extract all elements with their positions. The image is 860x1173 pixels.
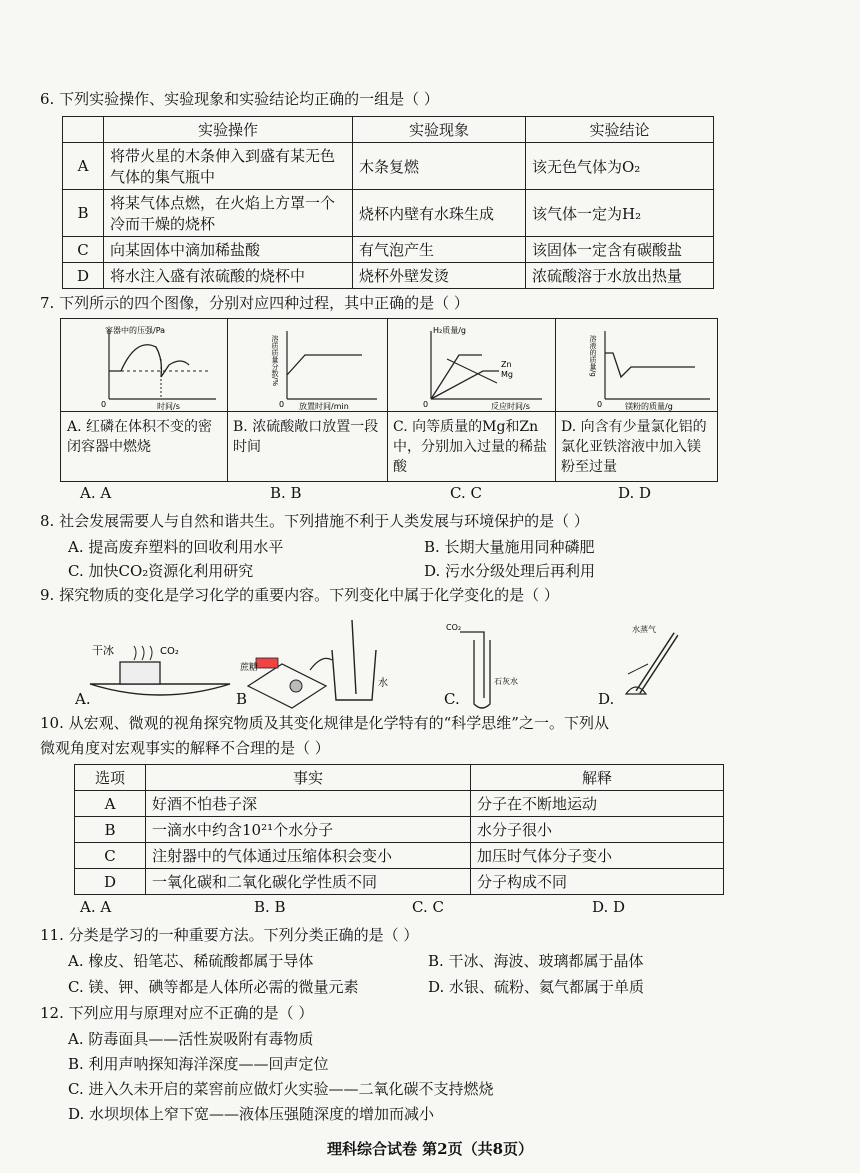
operation-cell: 将水注入盛有浓硫酸的烧杯中 [104,263,353,289]
row-label: B [75,817,146,843]
q11-option-a: A. 橡皮、铅笔芯、稀硫酸都属于导体 [68,952,314,970]
q10-header-option: 选项 [75,765,146,791]
q7-option-c: C. C [450,484,482,502]
graph-c-cell [387,319,556,481]
graph-b [227,319,387,411]
graph-a-origin: 0 [101,400,107,409]
q7-graph-grid [60,318,718,482]
graph-a-xlabel: 时间/s [157,402,180,411]
svg-text:石灰水: 石灰水 [494,677,518,686]
q6-header-operation: 实验操作 [104,117,353,143]
row-label: D [75,869,146,895]
q8-option-c: C. 加快CO₂资源化利用研究 [68,562,254,580]
graph-d-desc: D. 向含有少量氯化铝的氯化亚铁溶液中加入镁粉至过量 [561,419,707,475]
q7-stem: 7. 下列所示的四个图像，分别对应四种过程，其中正确的是（ ） [40,294,469,312]
explanation-cell: 加压时气体分子变小 [471,843,724,869]
q12-stem: 12. 下列应用与原理对应不正确的是（ ） [40,1004,314,1022]
svg-text:干冰: 干冰 [92,644,114,657]
table-row [63,143,714,190]
q7-option-b: B. B [270,484,302,502]
q10-option-b: B. B [254,898,286,916]
illustration-d-steam [626,624,676,694]
q8-stem: 8. 社会发展需要人与自然和谐共生。下列措施不利于人类发展与环境保护的是（ ） [40,512,589,530]
graph-c-desc: C. 向等质量的Mg和Zn中，分别加入过量的稀盐酸 [393,419,547,475]
graph-a-desc: A. 红磷在体积不变的密闭容器中燃烧 [67,419,213,455]
graph-c-series-mg: Mg [501,370,513,379]
table-row [75,817,724,843]
graph-b-origin: 0 [279,400,285,409]
q12-option-a: A. 防毒面具——活性炭吸附有毒物质 [68,1030,314,1048]
q10-option-d: D. D [592,898,626,916]
svg-text:CO₂: CO₂ [446,623,462,632]
row-label: A [75,791,146,817]
q11-option-c: C. 镁、钾、碘等都是人体所必需的微量元素 [68,978,359,996]
q6-stem: 6. 下列实验操作、实验现象和实验结论均正确的一组是（ ） [40,90,439,108]
graph-b-desc: B. 浓硫酸敞口放置一段时间 [233,419,379,455]
q10-stem-line1: 10. 从宏观、微观的视角探究物质及其变化规律是化学特有的“科学思维”之一。下列从 [40,714,609,732]
graph-a [61,319,227,411]
q6-table [62,116,714,289]
explanation-cell: 分子在不断地运动 [471,791,724,817]
operation-cell: 向某固体中滴加稀盐酸 [104,237,353,263]
graph-a-ylabel: 容器中的压强/Pa [105,326,166,335]
conclusion-cell: 该气体一定为H₂ [526,190,714,237]
conclusion-cell: 浓硫酸溶于水放出热量 [526,263,714,289]
graph-c-xlabel: 反应时间/s [491,402,530,411]
q11-option-b: B. 干冰、海波、玻璃都属于晶体 [428,952,644,970]
row-label: C [63,237,104,263]
q10-header-explanation: 解释 [471,765,724,791]
q9-option-c: C. [444,690,460,708]
conclusion-cell: 该固体一定含有碳酸盐 [526,237,714,263]
q12-option-b: B. 利用声呐探知海洋深度——回声定位 [68,1055,329,1073]
q7-option-d: D. D [618,484,652,502]
row-label: C [75,843,146,869]
q6-header-blank [63,117,104,143]
q7-option-a: A. A [80,484,112,502]
row-label: A [63,143,104,190]
svg-text:水: 水 [378,678,388,689]
operation-cell: 将某气体点燃，在火焰上方罩一个冷而干燥的烧杯 [104,190,353,237]
q8-option-b: B. 长期大量施用同种磷肥 [424,538,595,556]
phenomenon-cell: 木条复燃 [353,143,526,190]
row-label: B [63,190,104,237]
conclusion-cell: 该无色气体为O₂ [526,143,714,190]
phenomenon-cell: 烧杯外壁发烫 [353,263,526,289]
graph-d-xlabel: 镁粉的质量/g [625,402,673,411]
graph-c-ylabel: H₂质量/g [433,326,466,335]
graph-d [555,319,717,411]
table-row [63,237,714,263]
row-label: D [63,263,104,289]
q6-header-conclusion: 实验结论 [526,117,714,143]
fact-cell: 一氧化碳和二氧化碳化学性质不同 [146,869,471,895]
q9-stem: 9. 探究物质的变化是学习化学的重要内容。下列变化中属于化学变化的是（ ） [40,586,559,604]
q10-option-c: C. C [412,898,444,916]
table-row [75,869,724,895]
svg-text:水蒸气: 水蒸气 [632,625,656,634]
illustration-a-dry-ice [90,643,230,695]
graph-d-origin: 0 [597,400,603,409]
fact-cell: 注射器中的气体通过压缩体积会变小 [146,843,471,869]
illustration-b-dissolving [240,620,388,708]
phenomenon-cell: 有气泡产生 [353,237,526,263]
fact-cell: 好酒不怕巷子深 [146,791,471,817]
q10-stem-line2: 微观角度对宏观事实的解释不合理的是（ ） [40,739,330,757]
svg-text:CO₂: CO₂ [160,646,179,657]
graph-c-series-zn: Zn [501,360,512,369]
q9-option-a: A. [75,690,91,708]
phenomenon-cell: 烧杯内壁有水珠生成 [353,190,526,237]
graph-b-cell [227,319,388,481]
q11-stem: 11. 分类是学习的一种重要方法。下列分类正确的是（ ） [40,926,419,944]
q6-header-phenomenon: 实验现象 [353,117,526,143]
graph-c [387,319,555,411]
fact-cell: 一滴水中约含10²¹个水分子 [146,817,471,843]
q10-option-a: A. A [80,898,112,916]
q8-option-a: A. 提高废弃塑料的回收利用水平 [68,538,284,556]
graph-b-ylabel: 溶质质量分数/% [271,335,279,387]
graph-c-origin: 0 [423,400,429,409]
q12-option-d: D. 水坝坝体上窄下宽——液体压强随深度的增加而减小 [68,1105,435,1123]
table-row [75,791,724,817]
operation-cell: 将带火星的木条伸入到盛有某无色气体的集气瓶中 [104,143,353,190]
table-row [63,190,714,237]
svg-text:蔗糖: 蔗糖 [240,663,259,673]
q12-option-c: C. 进入久未开启的菜窖前应做灯火实验——二氧化碳不支持燃烧 [68,1080,494,1098]
q11-option-d: D. 水银、硫粉、氦气都属于单质 [428,978,645,996]
q8-option-d: D. 污水分级处理后再利用 [424,562,596,580]
graph-b-xlabel: 放置时间/min [299,402,349,411]
q10-header-fact: 事实 [146,765,471,791]
q10-table [74,764,724,895]
page-footer: 理科综合试卷 第2页（共8页） [326,1140,534,1158]
graph-a-cell [61,319,228,481]
explanation-cell: 水分子很小 [471,817,724,843]
table-row [63,263,714,289]
graph-d-ylabel: 溶液的质量/g [589,335,597,377]
q9-option-b: B [236,690,248,708]
graph-d-cell [555,319,717,481]
explanation-cell: 分子构成不同 [471,869,724,895]
table-row [75,843,724,869]
q9-option-d: D. [598,690,615,708]
